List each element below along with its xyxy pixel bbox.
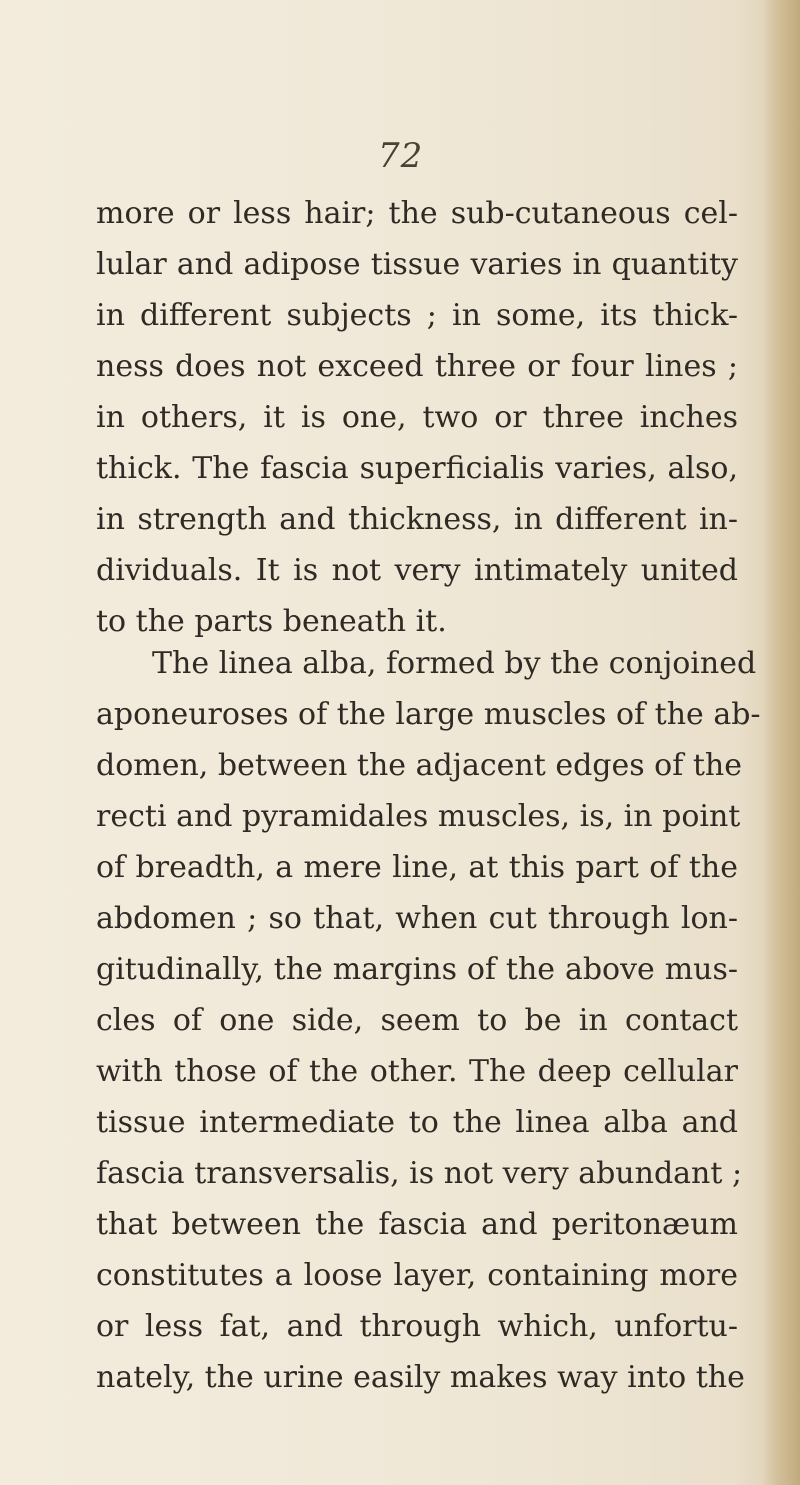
text-line: tissue intermediate to the linea alba and (96, 1105, 738, 1140)
text-line: to the parts beneath it. (96, 604, 447, 639)
text-line: or less fat, and through which, unfortu- (96, 1309, 738, 1344)
text-line: fascia transversalis, is not very abundant ; (96, 1156, 743, 1191)
paragraph-2 (96, 638, 761, 1403)
text-line: constitutes a loose layer, containing more (96, 1258, 738, 1293)
text-line: The linea alba, formed by the conjoined (152, 646, 757, 681)
text-line: recti and pyramidales muscles, is, in point (96, 799, 741, 834)
text-line: in strength and thickness, in different in- (96, 502, 738, 537)
page-number: 72 (378, 136, 424, 176)
text-line: in different subjects ; in some, its thick- (96, 298, 738, 333)
text-line: aponeuroses of the large muscles of the ab- (96, 697, 761, 732)
text-line: lular and adipose tissue varies in quantity (96, 247, 738, 282)
text-line: thick. The fascia superficialis varies, also, (96, 451, 738, 486)
text-line: with those of the other. The deep cellular (96, 1054, 738, 1089)
text-line: dividuals. It is not very intimately united (96, 553, 738, 588)
text-line: domen, between the adjacent edges of the (96, 748, 743, 783)
text-line: abdomen ; so that, when cut through lon- (96, 901, 738, 936)
text-line: in others, it is one, two or three inches (96, 400, 738, 435)
text-line: nately, the urine easily makes way into the (96, 1360, 745, 1395)
text-line: cles of one side, seem to be in contact (96, 1003, 738, 1038)
text-line: that between the fascia and peritonæum (96, 1207, 738, 1242)
text-line: ness does not exceed three or four lines ; (96, 349, 738, 384)
paragraph-1 (96, 188, 738, 647)
text-line: more or less hair; the sub-cutaneous cel- (96, 196, 738, 231)
text-line: gitudinally, the margins of the above mus- (96, 952, 738, 987)
text-line: of breadth, a mere line, at this part of the (96, 850, 738, 885)
page-edge-shadow (762, 0, 800, 1485)
